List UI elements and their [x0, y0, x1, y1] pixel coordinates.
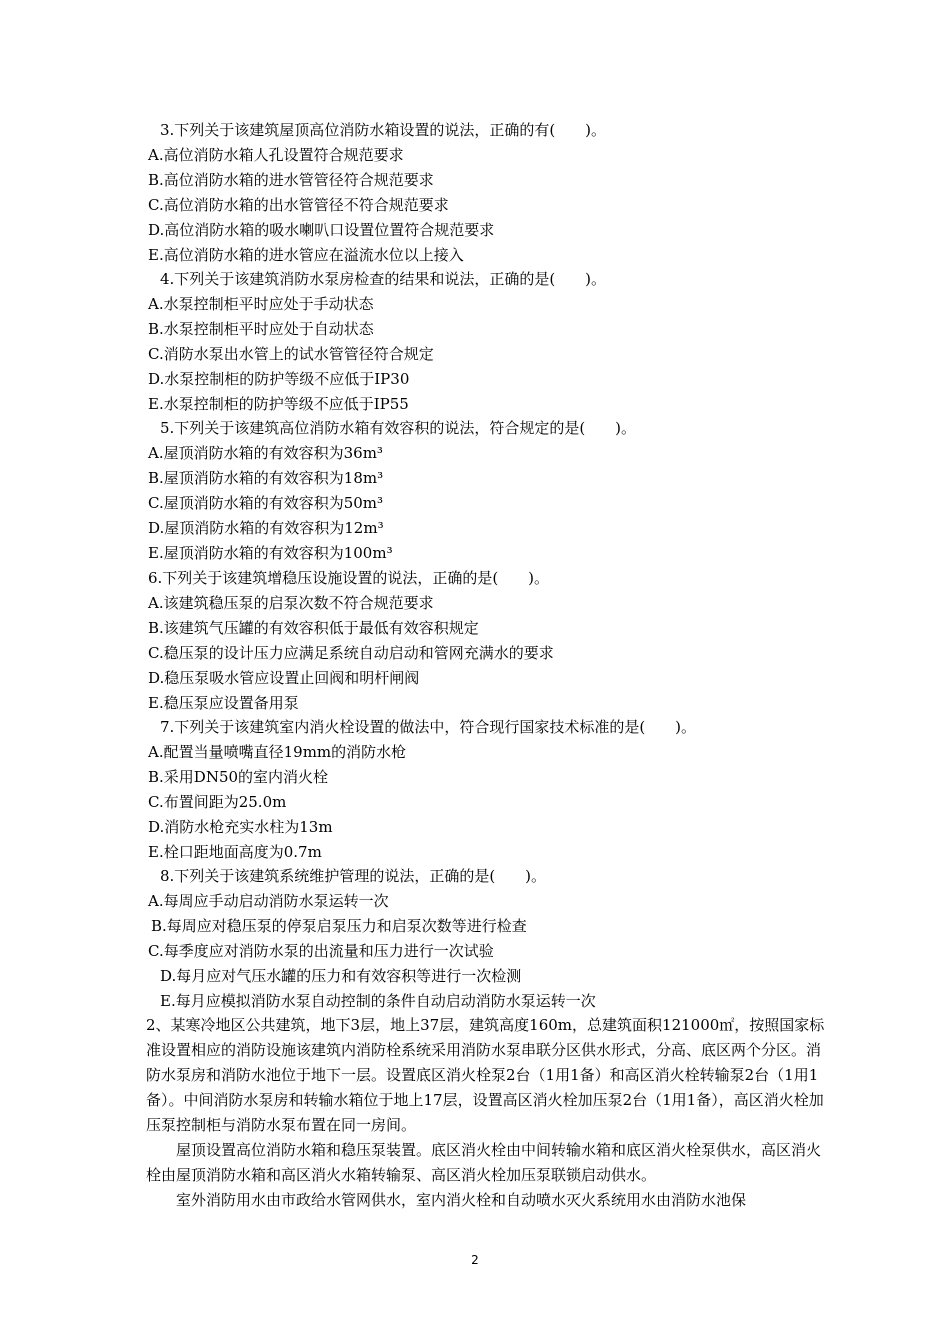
q7-option-a: A.配置当量喷嘴直径19mm的消防水枪: [148, 743, 407, 761]
q7-stem: 7.下列关于该建筑室内消火栓设置的做法中，符合现行国家技术标准的是( )。: [160, 718, 697, 736]
q5-stem: 5.下列关于该建筑高位消防水箱有效容积的说法，符合规定的是( )。: [160, 419, 637, 437]
q3-option-c: C.高位消防水箱的出水管管径不符合规范要求: [148, 196, 449, 214]
q6-option-a: A.该建筑稳压泵的启泵次数不符合规范要求: [148, 594, 434, 612]
case2-paragraph-2: 屋顶设置高位消防水箱和稳压泵装置。底区消火栓由中间转输水箱和底区消火栓泵供水，高区消火栓由屋顶消防水箱和高区消火水箱转输泵、高区消火栓加压泵联锁启动供水。: [146, 1141, 822, 1184]
case2-paragraph-3: 室外消防用水由市政给水管网供水，室内消火栓和自动喷水灭火系统用水由消防水池保: [176, 1191, 747, 1209]
q4-option-a: A.水泵控制柜平时应处于手动状态: [148, 295, 374, 313]
q7-option-d: D.消防水枪充实水柱为13m: [148, 818, 333, 836]
q4-option-b: B.水泵控制柜平时应处于自动状态: [148, 320, 374, 338]
q3-option-d: D.高位消防水箱的吸水喇叭口设置位置符合规范要求: [148, 221, 495, 239]
q7-option-b: B.采用DN50的室内消火栓: [148, 768, 329, 786]
q6-option-b: B.该建筑气压罐的有效容积低于最低有效容积规定: [148, 619, 479, 637]
q8-option-b: B.每周应对稳压泵的停泵启泵压力和启泵次数等进行检查: [151, 917, 527, 935]
q4-stem: 4.下列关于该建筑消防水泵房检查的结果和说法，正确的是( )。: [160, 270, 607, 288]
q4-option-d: D.水泵控制柜的防护等级不应低于IP30: [148, 370, 410, 388]
q3-stem: 3.下列关于该建筑屋顶高位消防水箱设置的说法，正确的有( )。: [160, 121, 607, 139]
q5-option-b: B.屋顶消防水箱的有效容积为18m³: [148, 469, 384, 487]
q8-option-a: A.每周应手动启动消防水泵运转一次: [148, 892, 389, 910]
q3-option-b: B.高位消防水箱的进水管管径符合规范要求: [148, 171, 434, 189]
q6-option-c: C.稳压泵的设计压力应满足系统自动启动和管网充满水的要求: [148, 644, 554, 662]
q8-option-d: D.每月应对气压水罐的压力和有效容积等进行一次检测: [160, 967, 522, 985]
q7-option-e: E.栓口距地面高度为0.7m: [148, 843, 322, 861]
q3-option-e: E.高位消防水箱的进水管应在溢流水位以上接入: [148, 246, 464, 264]
q3-option-a: A.高位消防水箱人孔设置符合规范要求: [148, 146, 404, 164]
q4-option-e: E.水泵控制柜的防护等级不应低于IP55: [148, 395, 409, 413]
page-number: 2: [471, 1253, 479, 1267]
q5-option-a: A.屋顶消防水箱的有效容积为36m³: [148, 444, 383, 462]
q8-option-e: E.每月应模拟消防水泵自动控制的条件自动启动消防水泵运转一次: [160, 992, 596, 1010]
q6-option-e: E.稳压泵应设置备用泵: [148, 694, 299, 712]
q8-option-c: C.每季度应对消防水泵的出流量和压力进行一次试验: [148, 942, 494, 960]
q8-stem: 8.下列关于该建筑系统维护管理的说法，正确的是( )。: [160, 867, 547, 885]
q4-option-c: C.消防水泵出水管上的试水管管径符合规定: [148, 345, 434, 363]
q5-option-d: D.屋顶消防水箱的有效容积为12m³: [148, 519, 384, 537]
q5-option-c: C.屋顶消防水箱的有效容积为50m³: [148, 494, 384, 512]
q5-option-e: E.屋顶消防水箱的有效容积为100m³: [148, 544, 393, 562]
q6-option-d: D.稳压泵吸水管应设置止回阀和明杆闸阀: [148, 669, 420, 687]
q6-stem: 6.下列关于该建筑增稳压设施设置的说法，正确的是( )。: [148, 569, 550, 587]
case2-paragraph-1: 2、某寒冷地区公共建筑，地下3层，地上37层，建筑高度160m，总建筑面积121000㎡，按照国家标准设置相应的消防设施该建筑内消防栓系统采用消防水泵串联分区供水形式，分高、底区两个分区。消防水泵房和消防水池位于地下一层。设置底区消火栓泵2台（1用1备）和高区消火栓转输泵2台（1用1备）。中间消防水泵房和转输水箱位于地上17层，设置高区消火栓加压泵2台（1用1备），高区消火栓加压泵控制柜与消防水泵布置在同一房间。: [146, 1016, 825, 1134]
q7-option-c: C.布置间距为25.0m: [148, 793, 287, 811]
